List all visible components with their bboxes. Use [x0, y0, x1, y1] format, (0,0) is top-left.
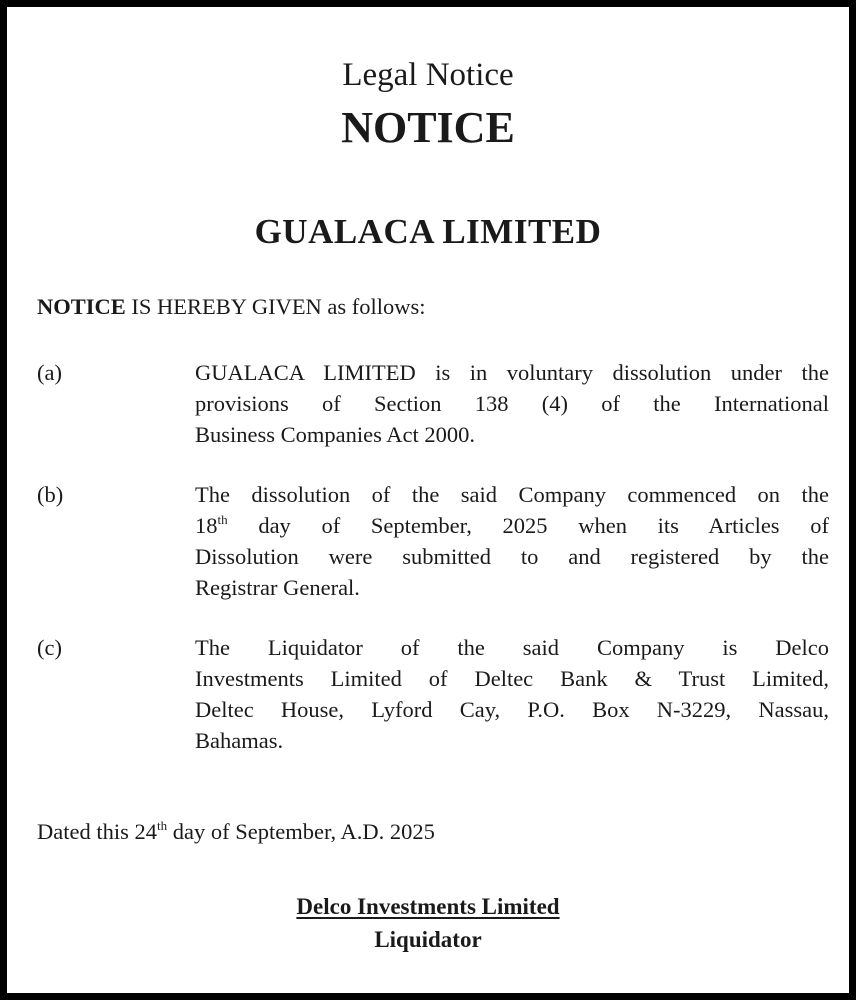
item-c-line-2: Investments Limited of Deltec Bank & Trust Limited, — [195, 666, 829, 691]
intro-statement — [37, 294, 426, 320]
dated-rest: day of September, A.D. 2025 — [167, 819, 435, 844]
item-c-text — [195, 632, 829, 756]
item-c-line-4: Bahamas. — [195, 728, 284, 753]
item-a-label: (a) — [37, 360, 62, 385]
item-b-day-suffix: th — [217, 512, 228, 527]
item-b-line-2 — [195, 510, 829, 541]
legal-notice-heading: Legal Notice — [342, 57, 514, 93]
signature-company — [7, 894, 849, 920]
item-b-line-3: Dissolution were submitted to and registered by the — [195, 544, 829, 569]
dated-suffix: th — [156, 818, 168, 833]
signature-company-name: Delco Investments Limited — [296, 894, 560, 919]
intro-text: IS HEREBY GIVEN as follows: — [125, 294, 426, 319]
item-a-line-1: GUALACA LIMITED is in voluntary dissolution under the — [195, 360, 829, 385]
item-b-day: 18 — [195, 513, 218, 538]
item-b-label: (b) — [37, 482, 64, 507]
dated-line — [37, 819, 435, 845]
item-a-text — [195, 357, 829, 450]
item-b-line-2-text: day of September, 2025 when its Articles of — [258, 513, 829, 538]
item-b-line-4: Registrar General. — [195, 575, 360, 600]
legal-notice-page — [7, 7, 849, 993]
item-b-line-1: The dissolution of the said Company commenced on the — [195, 482, 829, 507]
item-a-line-2: provisions of Section 138 (4) of the International — [195, 391, 829, 416]
item-c-line-1: The Liquidator of the said Company is Delco — [195, 635, 829, 660]
item-c-label: (c) — [37, 635, 62, 660]
intro-bold-word: NOTICE — [37, 294, 126, 319]
dated-prefix: Dated this 24 — [37, 819, 157, 844]
signature-role: Liquidator — [374, 927, 482, 952]
company-title: GUALACA LIMITED — [254, 212, 602, 251]
item-c-line-3: Deltec House, Lyford Cay, P.O. Box N-3229, Nassau, — [195, 697, 829, 722]
item-a-line-3: Business Companies Act 2000. — [195, 422, 475, 447]
item-b-text — [195, 479, 829, 603]
notice-heading: NOTICE — [341, 103, 515, 152]
